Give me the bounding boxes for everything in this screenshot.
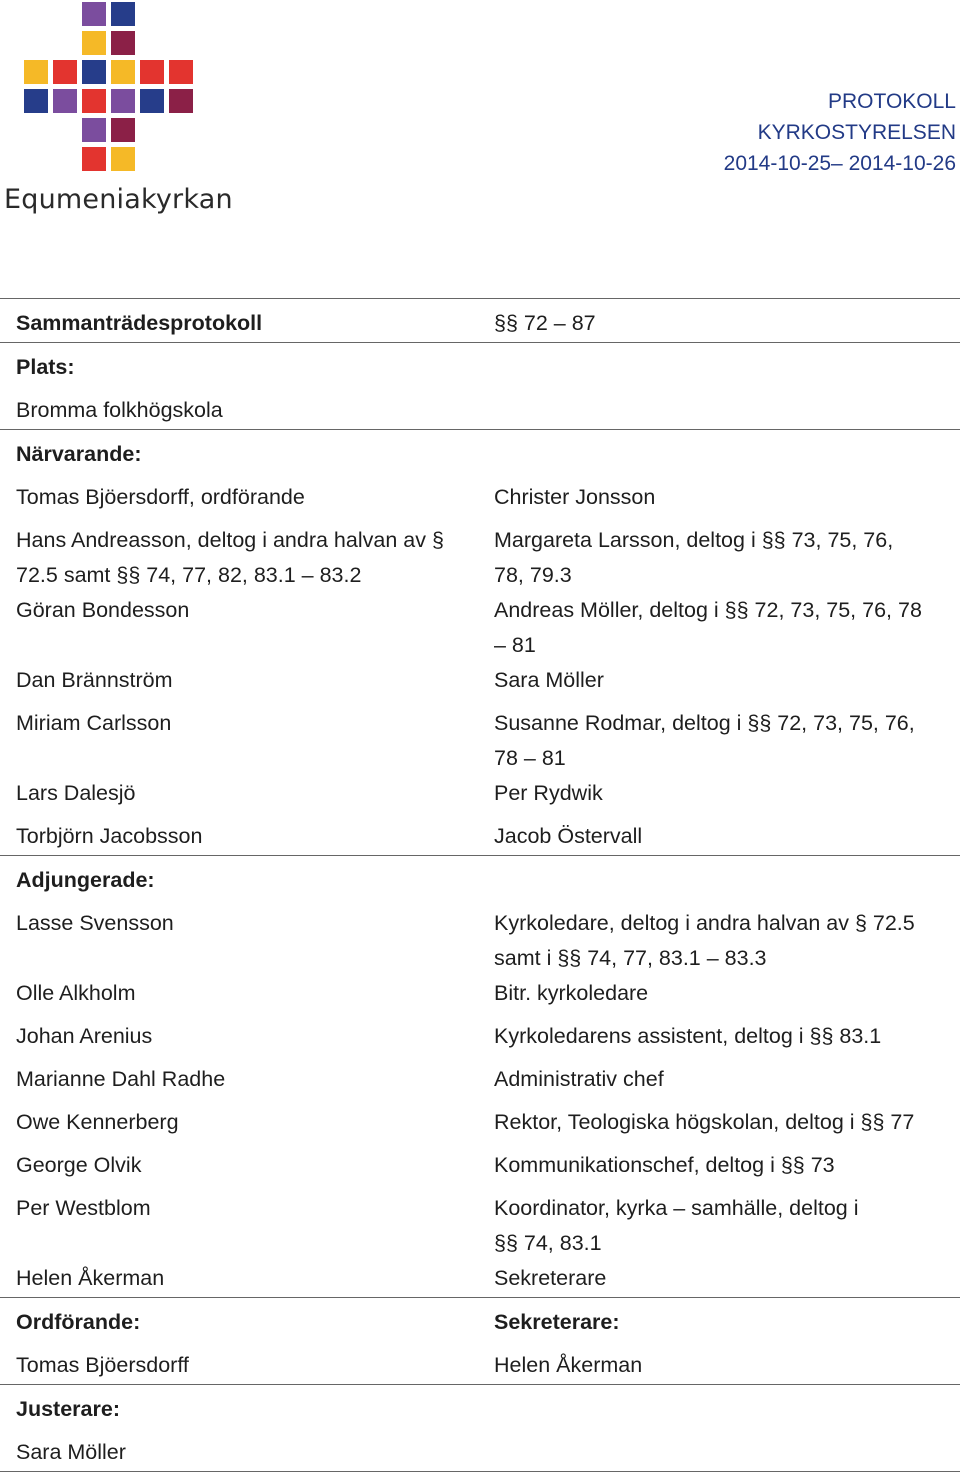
adjunct-row — [0, 969, 960, 1012]
adjunct-role-line: §§ 74, 83.1 — [494, 1231, 602, 1255]
present-row — [0, 473, 960, 516]
adjunct-row — [0, 1098, 960, 1141]
present-member-line: Andreas Möller, deltog i §§ 72, 73, 75, 76, 78 — [494, 598, 922, 622]
present-member — [494, 523, 954, 593]
secretary-label: Sekreterare: — [494, 1310, 620, 1334]
adjuster-name-row — [0, 1428, 960, 1471]
place-value: Bromma folkhögskola — [16, 398, 223, 422]
adjunct-name: Helen Åkerman — [16, 1266, 165, 1290]
present-label: Närvarande: — [16, 442, 142, 466]
adjunct-role — [494, 1191, 954, 1261]
present-label-row — [0, 430, 960, 473]
present-member: Per Rydwik — [494, 781, 603, 805]
adjunct-row — [0, 899, 960, 969]
adjunct-role-line: samt i §§ 74, 77, 83.1 – 83.3 — [494, 946, 767, 970]
document-type: PROTOKOLL — [828, 90, 956, 113]
present-row — [0, 812, 960, 855]
present-member-line: 78, 79.3 — [494, 563, 572, 587]
present-row — [0, 699, 960, 769]
adjunct-role: Administrativ chef — [494, 1067, 664, 1091]
adjunct-name: Lasse Svensson — [16, 911, 174, 935]
adjunct-role: Rektor, Teologiska högskolan, deltog i §§ 77 — [494, 1110, 915, 1134]
present-member — [16, 523, 476, 593]
adjunct-row — [0, 1184, 960, 1254]
adjunct-role: Kommunikationschef, deltog i §§ 73 — [494, 1153, 835, 1177]
adjunct-role — [494, 906, 954, 976]
adjunct-role-line: Kyrkoledare, deltog i andra halvan av § 72.5 — [494, 911, 915, 935]
divider — [0, 1471, 960, 1472]
present-member-line: 72.5 samt §§ 74, 77, 82, 83.1 – 83.2 — [16, 563, 362, 587]
present-member: Göran Bondesson — [16, 598, 190, 622]
title-row — [0, 299, 960, 342]
adjunct-label: Adjungerade: — [16, 868, 155, 892]
adjunct-row — [0, 1012, 960, 1055]
place-label: Plats: — [16, 355, 75, 379]
cross-mosaic-icon — [0, 0, 240, 180]
adjunct-label-row — [0, 856, 960, 899]
signature-name-row — [0, 1341, 960, 1384]
adjunct-role: Kyrkoledarens assistent, deltog i §§ 83.1 — [494, 1024, 882, 1048]
place-value-row — [0, 386, 960, 429]
present-member — [494, 706, 954, 776]
adjunct-name: Per Westblom — [16, 1196, 151, 1220]
adjunct-row — [0, 1141, 960, 1184]
present-member-line: Susanne Rodmar, deltog i §§ 72, 73, 75, 76, — [494, 711, 915, 735]
present-row — [0, 769, 960, 812]
board-name: KYRKOSTYRELSEN — [757, 121, 956, 144]
adjunct-name: Olle Alkholm — [16, 981, 136, 1005]
present-member: Jacob Östervall — [494, 824, 643, 848]
adjunct-name: Marianne Dahl Radhe — [16, 1067, 226, 1091]
present-member: Christer Jonsson — [494, 485, 656, 509]
adjunct-role-line: Koordinator, kyrka – samhälle, deltog i — [494, 1196, 859, 1220]
adjunct-row — [0, 1055, 960, 1098]
adjunct-row — [0, 1254, 960, 1297]
present-row — [0, 656, 960, 699]
adjuster-name: Sara Möller — [16, 1440, 126, 1464]
adjunct-name: George Olvik — [16, 1153, 142, 1177]
present-member: Tomas Bjöersdorff, ordförande — [16, 485, 305, 509]
place-label-row — [0, 343, 960, 386]
present-member: Torbjörn Jacobsson — [16, 824, 203, 848]
present-member: Dan Brännström — [16, 668, 173, 692]
chair-name: Tomas Bjöersdorff — [16, 1353, 189, 1377]
paragraph-range: §§ 72 – 87 — [494, 311, 596, 335]
present-row — [0, 516, 960, 586]
present-member-line: – 81 — [494, 633, 536, 657]
meeting-dates: 2014-10-25– 2014-10-26 — [723, 152, 956, 175]
present-member: Lars Dalesjö — [16, 781, 136, 805]
protocol-title: Sammanträdesprotokoll — [16, 311, 263, 335]
protocol-table — [0, 298, 960, 1472]
present-member: Miriam Carlsson — [16, 711, 172, 735]
present-member: Sara Möller — [494, 668, 604, 692]
adjuster-label: Justerare: — [16, 1397, 120, 1421]
chair-label: Ordförande: — [16, 1310, 141, 1334]
document-header — [724, 86, 956, 179]
secretary-name: Helen Åkerman — [494, 1353, 643, 1377]
adjunct-role: Sekreterare — [494, 1266, 607, 1290]
present-row — [0, 586, 960, 656]
equmeniakyrkan-logo — [0, 0, 240, 230]
present-member — [494, 593, 954, 663]
adjuster-label-row — [0, 1385, 960, 1428]
adjunct-role: Bitr. kyrkoledare — [494, 981, 649, 1005]
present-member-line: Hans Andreasson, deltog i andra halvan av § — [16, 528, 444, 552]
logo-wordmark: Equmeniakyrkan — [4, 184, 233, 215]
present-member-line: Margareta Larsson, deltog i §§ 73, 75, 76, — [494, 528, 894, 552]
signature-label-row — [0, 1298, 960, 1341]
present-member-line: 78 – 81 — [494, 746, 566, 770]
adjunct-name: Johan Arenius — [16, 1024, 153, 1048]
adjunct-name: Owe Kennerberg — [16, 1110, 179, 1134]
